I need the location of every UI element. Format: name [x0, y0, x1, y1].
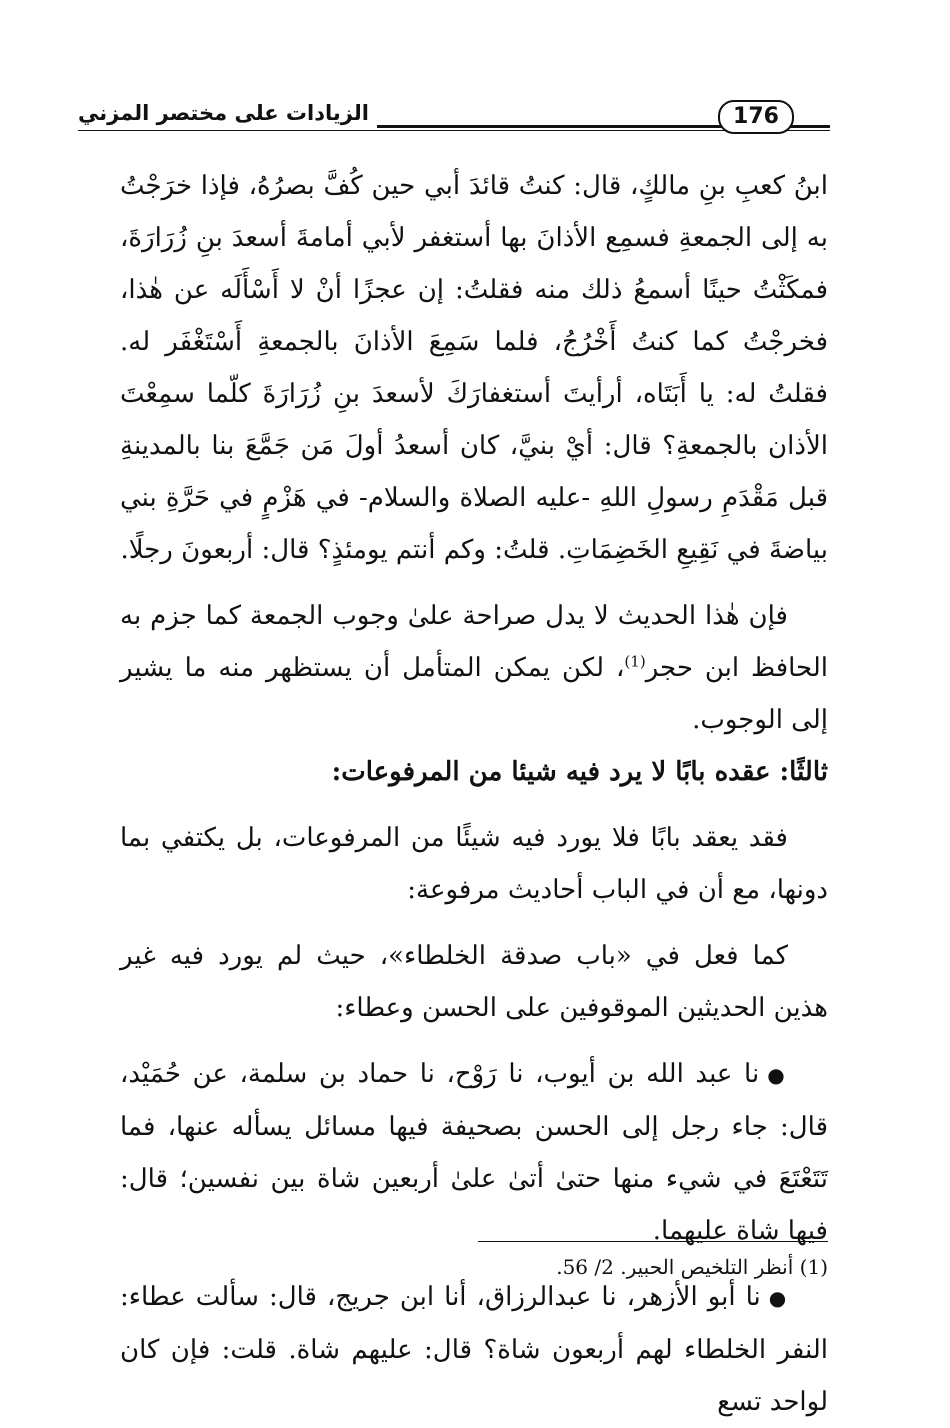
list-item-text: نا عبد الله بن أيوب، نا رَوْح، نا حماد بن سلمة، عن حُمَيْد، قال: جاء رجل إلى الحسن بصحيفة فيها مسائل يسأله عنها، فما تَتَعْتَعَ في شيء منها حتىٰ أتىٰ علىٰ أربعين شاة بين نفسين؛ قال: فيها شاة عليهما. — [120, 1059, 828, 1246]
commentary-text: فإن هٰذا الحديث لا يدل صراحة علىٰ وجوب الجمعة كما جزم به الحافظ ابن حجر — [120, 601, 828, 683]
paragraph-explanation: فقد يعقد بابًا فلا يورد فيه شيئًا من المرفوعات، بل يكتفي بما دونها، مع أن في الباب أحاديث مرفوعة: — [120, 823, 828, 905]
book-title: الزيادات على مختصر المزني — [78, 98, 377, 128]
page-number: 176 — [718, 100, 794, 134]
commentary-text-cont: ، لكن يمكن المتأمل أن يستظهر منه ما يشير إلى الوجوب. — [120, 653, 828, 735]
footnote-divider — [478, 1241, 828, 1242]
bullet-icon: ● — [767, 1063, 788, 1087]
paragraph-hadith-kaab: ابنُ كعبِ بنِ مالكٍ، قال: كنتُ قائدَ أبي حين كُفَّ بصرُهُ، فإذا خرَجْتُ به إلى الجمعةِ فسمِع الأذانَ بها أستغفر لأبي أمامةَ أسعدَ بنِ زُرَارَةَ، فمكَثْتُ حينًا أسمعُ ذلك منه فقلتُ: إن عجزًا أنْ لا أَسْأَلَه عن هٰذا، فخرجْتُ كما كنتُ أَخْرُجُ، فلما سَمِعَ الأذانَ بالجمعةِ أَسْتَغْفَر له. فقلتُ له: يا أَبَتَاه، أرأيتَ أستغفارَكَ لأسعدَ بنِ زُرَارَةَ كلّما سمِعْتَ الأذان بالجمعةِ؟ قال: أيْ بنيَّ، كان أسعدُ أولَ مَن جَمَّعَ بنا بالمدينةِ قبل مَقْدَمِ رسولِ اللهِ -عليه الصلاة والسلام- في هَزْمٍ في حَرَّةِ بني بياضةَ في نَقِيعِ الخَضِمَاتِ. قلتُ: وكم أنتم يومئذٍ؟ قال: أربعونَ رجلًا. — [120, 171, 828, 565]
list-item-text: نا أبو الأزهر، نا عبدالرزاق، أنا ابن جريج، قال: سألت عطاء: النفر الخلطاء لهم أربعون شاة؟ قال: عليهم شاة. قلت: فإن كان لواحد تسع — [120, 1282, 828, 1417]
list-item-hasan — [120, 1048, 828, 1257]
footnote-reference: (1) — [624, 652, 646, 671]
footnote: (1) أنظر التلخيص الحبير. 2/ 56. — [556, 1255, 828, 1279]
list-item-ata — [120, 1271, 828, 1428]
paragraph-example: كما فعل في «باب صدقة الخلطاء»، حيث لم يورد فيه غير هذين الحديثين الموقوفين على الحسن وعطاء: — [120, 941, 828, 1023]
bullet-icon: ● — [768, 1286, 788, 1310]
paragraph-commentary — [120, 590, 828, 746]
main-text — [120, 160, 828, 1428]
header-rule-thin — [78, 130, 830, 131]
running-header — [78, 98, 830, 140]
section-heading: ثالثًا: عقده بابًا لا يرد فيه شيئا من المرفوعات: — [331, 757, 828, 787]
